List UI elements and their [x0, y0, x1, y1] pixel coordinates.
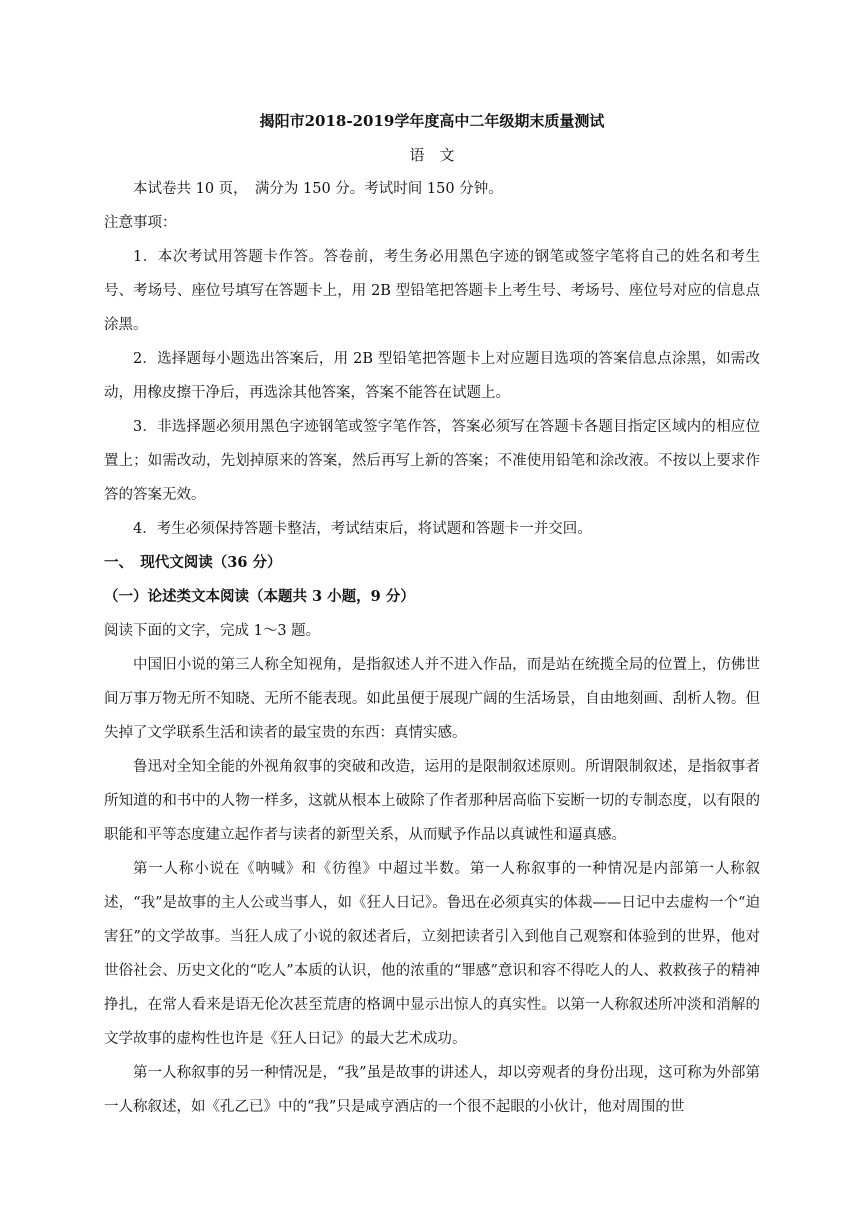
section-heading: 一、 现代文阅读（36 分）: [104, 554, 282, 571]
note-item-2: 2．选择题每小题选出答案后，用 2B 型铅笔把答题卡上对应题目选项的答案信息点涂黑，如需改动，用橡皮擦干净后，再选涂其他答案，答案不能答在试题上。: [104, 351, 760, 401]
exam-intro: 本试卷共 10 页， 满分为 150 分。考试时间 150 分钟。: [133, 181, 503, 197]
subject-label: 语 文: [409, 146, 455, 164]
reading-paragraph-4: 第一人称叙事的另一种情况是，“我”虽是故事的讲述人，却以旁观者的身份出现，这可称为外部第一人称叙述，如《孔乙已》中的“我”只是咸亨酒店的一个很不起眼的小伙计，他对周围的世: [104, 1065, 760, 1115]
reading-instruction: 阅读下面的文字，完成 1～3 题。: [104, 623, 321, 639]
reading-paragraph-3: 第一人称小说在《呐喊》和《彷徨》中超过半数。第一人称叙事的一种情况是内部第一人称叙述，“我”是故事的主人公或当事人，如《狂人日记》。鲁迅在必须真实的体裁——日记中去虚构一个“迫害狂”的文学故事。当狂人成了小说的叙述者后，立刻把读者引入到他自己观察和体验到的世界，他对世俗社会、历史文化的“吃人”本质的认识，他的浓重的“罪感”意识和容不得吃人的人、救救孩子的精神挣扎，在常人看来是语无伦次甚至荒唐的格调中显示出惊人的真实性。以第一人称叙述所冲淡和消解的文学故事的虚构性也许是《狂人日记》的最大艺术成功。: [104, 861, 760, 1047]
notes-heading: 注意事项：: [104, 215, 177, 231]
exam-title: 揭阳市2018-2019学年度高中二年级期末质量测试: [259, 112, 605, 130]
document-page: [104, 104, 760, 1124]
note-item-1: 1．本次考试用答题卡作答。答卷前，考生务必用黑色字迹的钢笔或签字笔将自己的姓名和考生号、考场号、座位号填写在答题卡上，用 2B 型铅笔把答题卡上考生号、考场号、座位号对应的信息点涂黑。: [104, 249, 760, 333]
note-item-4: 4．考生必须保持答题卡整洁，考试结束后，将试题和答题卡一并交回。: [133, 521, 592, 537]
reading-paragraph-1: 中国旧小说的第三人称全知视角，是指叙述人并不进入作品，而是站在统揽全局的位置上，仿佛世间万事万物无所不知晓、无所不能表现。如此虽便于展现广阔的生活场景，自由地刻画、刮析人物。但失掉了文学联系生活和读者的最宝贵的东西：真情实感。: [104, 657, 760, 741]
reading-paragraph-2: 鲁迅对全知全能的外视角叙事的突破和改造，运用的是限制叙述原则。所谓限制叙述，是指叙事者所知道的和书中的人物一样多，这就从根本上破除了作者那种居高临下妄断一切的专制态度，以有限的职能和平等态度建立起作者与读者的新型关系，从而赋予作品以真诚性和逼真感。: [104, 759, 760, 843]
note-item-3: 3．非选择题必须用黑色字迹钢笔或签字笔作答，答案必须写在答题卡各题目指定区域内的相应位置上；如需改动，先划掉原来的答案，然后再写上新的答案；不准使用铅笔和涂改液。不按以上要求作答的答案无效。: [104, 419, 760, 503]
subsection-heading: （一）论述类文本阅读（本题共 3 小题，9 分）: [104, 588, 415, 605]
